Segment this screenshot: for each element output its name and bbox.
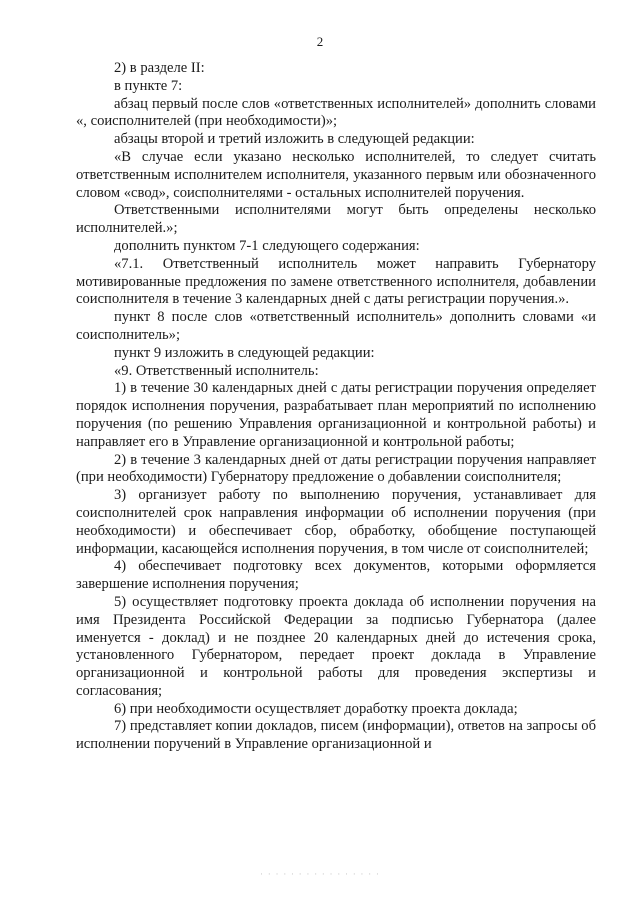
- paragraph-amend-first-abzac: абзац первый после слов «ответственных исполнителей» дополнить словами «, соисполнителей (при необходимости)»;: [76, 95, 596, 130]
- list-item-6: 6) при необходимости осуществляет доработку проекта доклада;: [114, 700, 518, 717]
- paragraph-section-2: 2) в разделе II:: [114, 60, 205, 76]
- list-item-4: 4) обеспечивает подготовку всех документов, которыми оформляется завершение исполнения поручения;: [76, 558, 596, 593]
- paragraph-item-7-1: «7.1. Ответственный исполнитель может направить Губернатору мотивированные предложения по замене ответственного исполнителя, добавлении соисполнителя в течение 3 календарных дней с даты регистрации поручения.».: [76, 255, 596, 308]
- paragraph-item-8: пункт 8 после слов «ответственный исполнитель» дополнить словами «и соисполнитель»;: [76, 309, 596, 343]
- list-item-5: 5) осуществляет подготовку проекта доклада об исполнении поручения на имя Президента Российской Федерации за подписью Губернатора (далее именуется - доклад) и не позднее 20 календарных дней до истечения срока, установленного Губернатором, передает проект доклада в Управление организационной и контрольной работы для проведения экспертизы и согласования;: [76, 593, 596, 699]
- list-item-7: 7) представляет копии докладов, писем (информации), ответов на запросы об исполнении поручений в Управление организационной и: [76, 718, 596, 753]
- paragraph-item-9-heading: «9. Ответственный исполнитель:: [114, 362, 319, 379]
- paragraph-responsible-several: Ответственными исполнителями могут быть определены несколько исполнителей.»;: [76, 202, 596, 237]
- paragraph-item-7: в пункте 7:: [114, 77, 183, 94]
- document-body: [76, 60, 596, 754]
- footer-scan-mark: · · · · · · · · · · · · · · · ·: [260, 870, 380, 880]
- paragraph-item-9-intro: пункт 9 изложить в следующей редакции:: [114, 344, 375, 361]
- list-item-3: 3) организует работу по выполнению поручения, устанавливает для соисполнителей срок направления информации об исполнении поручения (при необходимости) и обеспечивает сбор, обработку, обобщение поступающей информации, касающейся исполнения поручения, в том числе от соисполнителей;: [76, 487, 596, 557]
- list-item-2: 2) в течение 3 календарных дней от даты регистрации поручения направляет (при необходимости) Губернатору предложение о добавлении соисполнителя;: [76, 451, 596, 486]
- page-number: 2: [316, 34, 324, 49]
- list-item-1: 1) в течение 30 календарных дней с даты регистрации поручения определяет порядок исполнения поручения, разрабатывает план мероприятий по исполнению поручения (по решению Управления организационной и контрольной работы) и направляет его в Управление организационной и контрольной работы;: [76, 380, 596, 450]
- paragraph-several-executors: «В случае если указано несколько исполнителей, то следует считать ответственным исполнителем исполнителя, указанного первым или обозначенного словом «свод», соисполнителями - остальных исполнителей поручения.: [76, 148, 596, 201]
- paragraph-amend-second-third: абзацы второй и третий изложить в следующей редакции:: [114, 131, 475, 148]
- paragraph-add-7-1: дополнить пунктом 7-1 следующего содержания:: [114, 237, 420, 254]
